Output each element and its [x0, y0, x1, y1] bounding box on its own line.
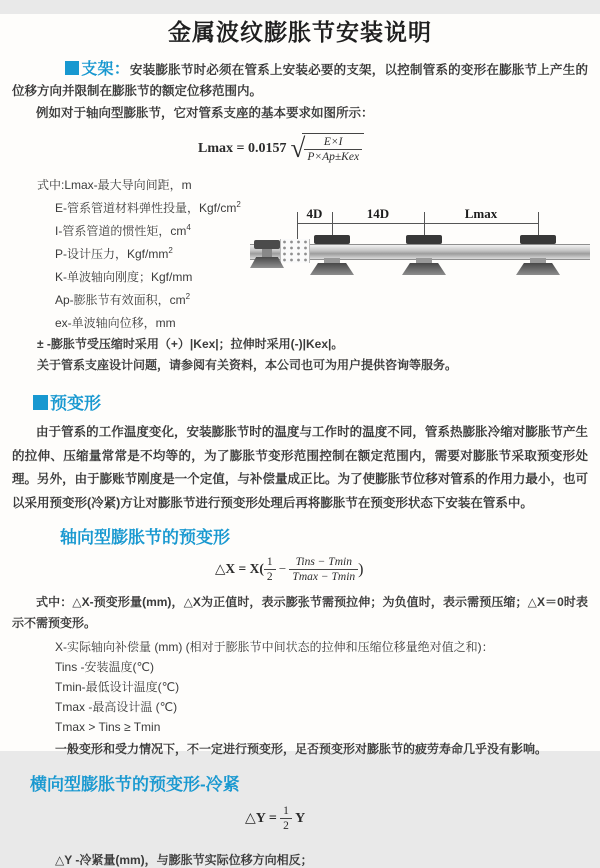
formula-explain-paragraph: 式中：△X-预变形量(mm)，△X为正值时，表示膨张节需预拉伸；为负值时，表示需预压缩；△X＝0时表示不需预变形。 [12, 595, 588, 630]
consult-note: 关于管系支座设计问题，请参阅有关资料，本公司也可为用户提供咨询等服务。 [37, 358, 458, 372]
guide-support-icon [310, 235, 354, 275]
param-item: Tmax -最高设计温 (℃) [55, 700, 178, 714]
param-item: Tins -安装温度(℃) [55, 660, 155, 674]
anchor-support-icon [250, 235, 284, 275]
section-heading-support [65, 61, 130, 78]
support-example-line: 例如对于轴向型膨胀节，它对管系支座的基本要求如图所示： [36, 106, 374, 120]
formula-delta-y-lhs: △Y = [245, 810, 277, 826]
definition-item: 式中:Lmax-最大导向间距，m [37, 178, 192, 192]
subheading-axial-predeform: 轴向型膨胀节的预变形 [60, 528, 230, 547]
dim-label-lmax: Lmax [464, 206, 498, 221]
definition-item: P-设计压力，Kgf/$mm^2$ [55, 246, 173, 261]
document-page [0, 14, 600, 867]
definition-item: E-管系管道材料弹性投量，Kgf/$cm^2$ [55, 200, 241, 215]
param-item: Tmin-最低设计温度(℃) [55, 680, 180, 694]
close-paren: ) [358, 560, 364, 578]
minus-sign: − [278, 560, 287, 576]
formula-delta-y [245, 805, 588, 833]
formula-lmax-radicand [302, 133, 364, 164]
bellows-icon [280, 239, 310, 263]
formula-lmax-lhs: Lmax = 0.0157 [198, 141, 287, 157]
definition-item: I-管系管道的惯性矩，$cm^4$ [55, 223, 191, 238]
predeform-paragraph: 由于管系的工作温度变化，安装膨胀节时的温度与工作时的温度不同，管系热膨胀冷缩对膨胀节产生的拉伸、压缩量常常是不均等的，为了膨胀节变形范围控制在额定范围内，需要对膨胀节采取预变形处理。另外，由于膨账节刚度是一个定值，与补偿量成正比。为了使膨胀节位移对管系的作用力最小，也可以采用预变形(冷紧)方让对膨胀节进行预变形处理后再将膨胀节在预变形状态下安装在管系中。 [12, 425, 588, 510]
param-item: X-实际轴向补偿量 (mm) (相对于膨胀节中间状态的拉伸和压缩位移量绝对值之和)： [55, 640, 494, 654]
section-heading-predeform-label: 预变形 [50, 394, 101, 413]
definition-item: K-单波轴向刚度；Kgf/mm [55, 270, 193, 284]
support-intro-text: 安装膨胀节时必须在管系上安装必要的支架，以控制管系的变形在膨胀节上产生的位移方向并限制在膨胀节的额定位移范围内。 [12, 63, 588, 98]
parameter-list [55, 637, 588, 737]
support-intro-paragraph [12, 59, 588, 102]
section-heading-support-label: 支架： [81, 61, 130, 78]
sqrt-icon: √ [290, 133, 306, 163]
formula-half-fraction: $\frac{1}{2}$ [264, 556, 276, 584]
formula-half-fraction: $\frac{1}{2}$ [280, 805, 292, 833]
subheading-lateral-predeform: 横向型膨胀节的预变形-冷紧 [30, 775, 240, 794]
formula-delta-x [215, 556, 588, 584]
plus-minus-note: ± -膨胀节受压缩时采用（+）|Kex|；拉伸时采用(-)|Kex|。 [37, 337, 344, 351]
blue-square-bullet-icon [33, 395, 48, 410]
formula-delta-x-lhs: △X = X( [215, 560, 264, 576]
formula-delta-y-rhs: Y [295, 810, 306, 826]
formula-lmax-numerator: E×I [323, 136, 343, 148]
guide-support-icon [402, 235, 446, 275]
param-item: Tmax > Tins ≥ Tmin [55, 720, 161, 734]
formula-lmax [198, 133, 588, 164]
dim-label-14d: 14D [366, 206, 390, 221]
page-title: 金属波纹膨胀节安装说明 [168, 19, 432, 45]
pipe-support-diagram [250, 206, 595, 302]
formula-lmax-denominator: P×Ap±Kex [304, 149, 362, 164]
dim-label-4d: 4D [306, 206, 323, 221]
section-heading-predeform [33, 389, 588, 414]
formula-temperature-fraction: $\frac{\text{Tins − Tmin}}{Tmax - Tmin}$ [289, 556, 358, 584]
dimension-line [297, 223, 538, 224]
guide-support-icon [516, 235, 560, 275]
definition-item: ex-单波轴向位移，mm [55, 316, 176, 330]
cold-tighten-note: △Y -冷紧量(mm)，与膨胀节实际位移方向相反； [55, 853, 313, 867]
general-note: 一般变形和受力情况下，不一定进行预变形，足否预变形对膨胀节的疲劳寿命几乎没有影响。 [55, 742, 548, 756]
definition-item: Ap-膨胀节有效面积，$cm^2$ [55, 292, 191, 307]
blue-square-bullet-icon [65, 61, 79, 75]
